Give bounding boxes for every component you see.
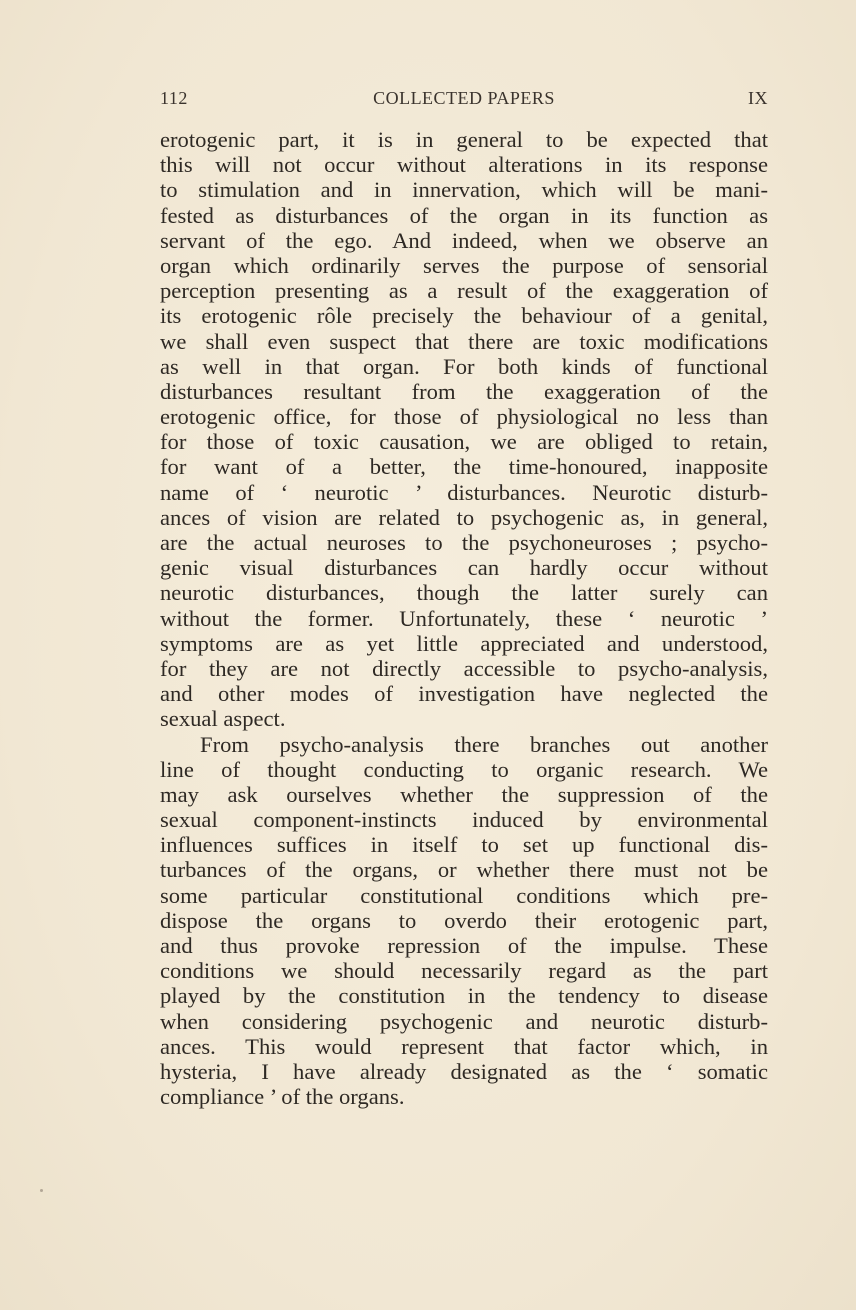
text-line: this will not occur without alterations in its response bbox=[160, 152, 768, 178]
text-line: are the actual neuroses to the psychoneuroses ; psycho- bbox=[160, 530, 768, 555]
text-line: From psycho-analysis there branches out another bbox=[200, 731, 768, 757]
text-line: ances. This would represent that factor which, in bbox=[160, 1033, 768, 1059]
text-line: genic visual disturbances can hardly occur without bbox=[160, 555, 768, 581]
book-title: COLLECTED PAPERS bbox=[373, 88, 555, 108]
text-line: sexual aspect. bbox=[160, 706, 286, 732]
text-line: name of ‘ neurotic ’ disturbances. Neurotic disturb- bbox=[160, 479, 768, 505]
text-line: we shall even suspect that there are toxic modifications bbox=[160, 328, 768, 354]
chapter-number: IX bbox=[748, 88, 768, 108]
text-line: and other modes of investigation have neglected the bbox=[160, 681, 768, 707]
running-head bbox=[160, 88, 768, 112]
text-line: some particular constitutional conditions which pre- bbox=[160, 882, 768, 908]
text-line: neurotic disturbances, though the latter surely can bbox=[160, 580, 768, 606]
text-line: conditions we should necessarily regard as the part bbox=[160, 958, 768, 984]
text-line: symptoms are as yet little appreciated and understood, bbox=[160, 630, 768, 656]
text-line: dispose the organs to overdo their erotogenic part, bbox=[160, 907, 768, 933]
text-line: may ask ourselves whether the suppression of the bbox=[160, 781, 768, 807]
text-line: perception presenting as a result of the exaggeration of bbox=[160, 278, 768, 304]
text-line: without the former. Unfortunately, these ‘ neurotic ’ bbox=[160, 605, 768, 631]
body-text bbox=[160, 127, 768, 1109]
text-line: compliance ’ of the organs. bbox=[160, 1084, 405, 1110]
text-line: organ which ordinarily serves the purpose of sensorial bbox=[160, 252, 768, 278]
text-line: erotogenic part, it is in general to be expected that bbox=[160, 127, 768, 152]
text-line: turbances of the organs, or whether there must not be bbox=[160, 857, 768, 883]
text-line: fested as disturbances of the organ in its function as bbox=[160, 202, 768, 228]
page-number: 112 bbox=[160, 88, 188, 108]
text-line: for those of toxic causation, we are obliged to retain, bbox=[160, 429, 768, 455]
text-line: line of thought conducting to organic research. We bbox=[160, 756, 768, 782]
paper-speck bbox=[40, 1189, 43, 1192]
paragraph bbox=[160, 732, 768, 1110]
text-line: its erotogenic rôle precisely the behaviour of a genital, bbox=[160, 303, 768, 329]
text-line: played by the constitution in the tendency to disease bbox=[160, 983, 768, 1009]
text-line: disturbances resultant from the exaggeration of the bbox=[160, 378, 768, 404]
text-line: to stimulation and in innervation, which will be mani- bbox=[160, 177, 768, 203]
text-line: servant of the ego. And indeed, when we observe an bbox=[160, 227, 768, 253]
text-line: erotogenic office, for those of physiological no less than bbox=[160, 404, 768, 430]
text-line: influences suffices in itself to set up functional dis- bbox=[160, 832, 768, 858]
text-line: for want of a better, the time-honoured, inapposite bbox=[160, 454, 768, 480]
text-line: when considering psychogenic and neurotic disturb- bbox=[160, 1008, 768, 1034]
text-line: hysteria, I have already designated as the ‘ somatic bbox=[160, 1058, 768, 1084]
text-line: ances of vision are related to psychogenic as, in general, bbox=[160, 504, 768, 530]
text-line: as well in that organ. For both kinds of functional bbox=[160, 353, 768, 379]
text-line: for they are not directly accessible to psycho-analysis, bbox=[160, 655, 768, 681]
paragraph bbox=[160, 127, 768, 732]
text-line: sexual component-instincts induced by environmental bbox=[160, 807, 768, 833]
text-line: and thus provoke repression of the impulse. These bbox=[160, 933, 768, 958]
